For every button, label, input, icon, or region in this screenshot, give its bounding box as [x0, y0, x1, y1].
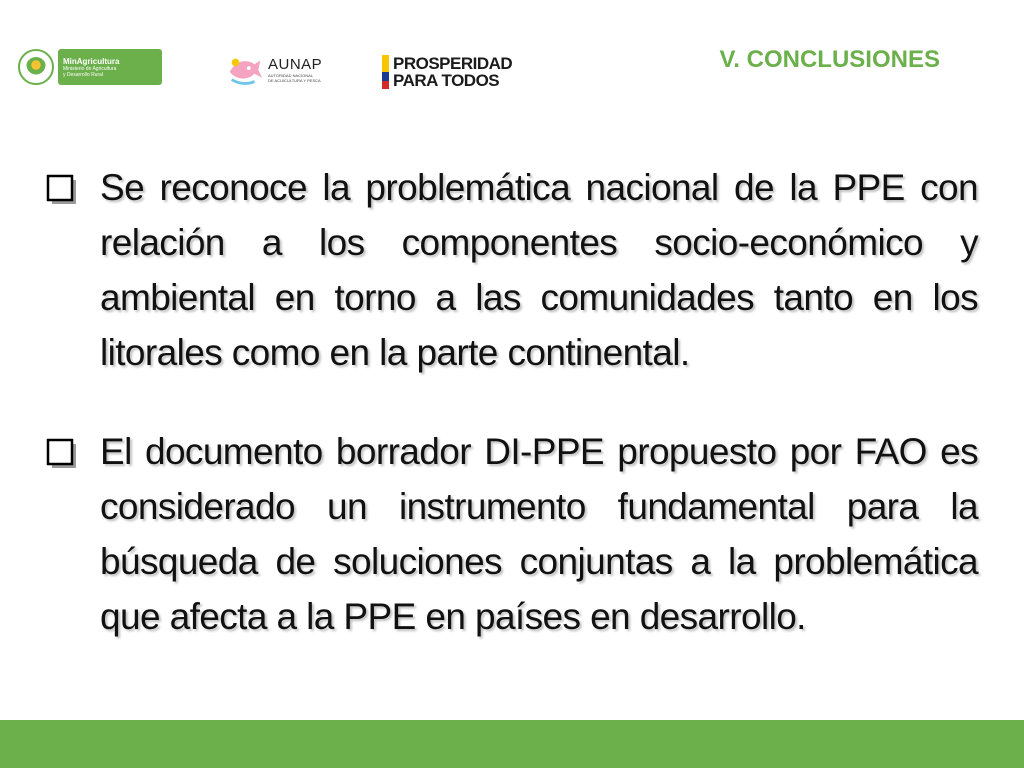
minagricultura-title: MinAgricultura	[63, 56, 120, 66]
colombia-seal-icon	[18, 49, 54, 85]
minagricultura-subtitle-2: y Desarrollo Rural	[63, 71, 104, 78]
bullet-item	[46, 160, 978, 380]
aunap-logo	[226, 50, 336, 90]
slide-content	[46, 160, 978, 688]
prosperidad-para-todos-logo	[382, 53, 512, 91]
aunap-subtitle-2: DE ACUICULTURA Y PESCA	[268, 78, 321, 83]
colombia-flag-icon	[382, 55, 389, 89]
bullet-text: Se reconoce la problemática nacional de la PPE con relación a los componentes socio-económico y ambiental en torno a las comunidades tanto en los litorales como en la parte continental.	[100, 167, 978, 373]
checkbox-icon	[46, 438, 78, 470]
checkbox-icon	[46, 174, 78, 206]
bullet-item	[46, 424, 978, 644]
prosperidad-line-2: PARA TODOS	[393, 71, 500, 90]
prosperidad-line-1: PROSPERIDAD	[393, 54, 513, 73]
aunap-fish-icon	[226, 51, 264, 89]
aunap-name: AUNAP	[268, 56, 323, 73]
minagricultura-subtitle-1: Ministerio de Agricultura	[63, 65, 117, 72]
minagricultura-logo	[18, 48, 162, 86]
section-title: V. CONCLUSIONES	[719, 46, 940, 73]
aunap-subtitle-1: AUTORIDAD NACIONAL	[268, 73, 314, 78]
footer-bar	[0, 720, 1024, 768]
minagricultura-badge	[58, 49, 162, 85]
bullet-text: El documento borrador DI-PPE propuesto por FAO es considerado un instrumento fundamental para la búsqueda de soluciones conjuntas a la problemática que afecta a la PPE en países en desarrollo.	[100, 431, 978, 637]
